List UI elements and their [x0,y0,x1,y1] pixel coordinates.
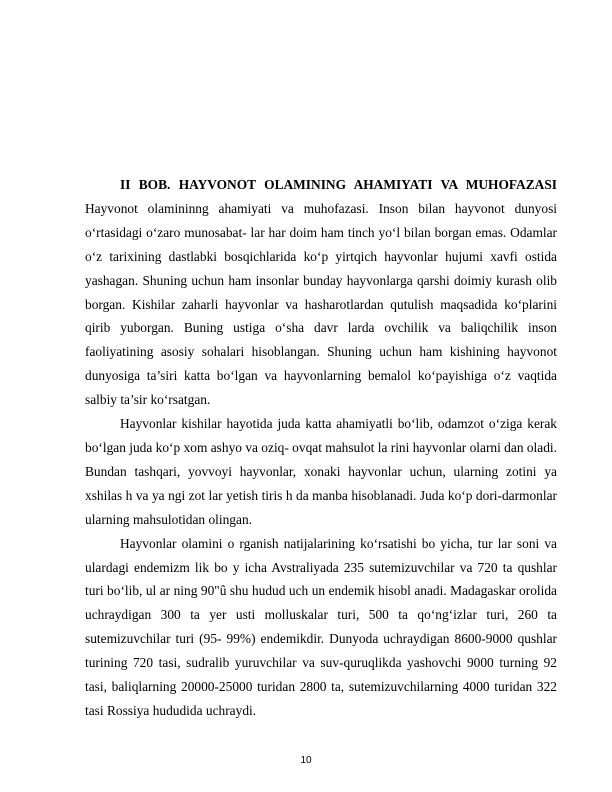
paragraph-endemism-statistics: Hayvonlar olamini o rganish natijalarining ko‘rsatishi bo yicha, tur lar soni va ulardagi endemizm lik bo y icha Avstraliyada 235 sutemizuvchilar va 720 ta qushlar turi bo‘lib, ul ar ning 90"û shu hudud uch un endemik hisobl anadi. Madagaskar orolida uchraydigan 300 ta yer usti molluskalar turi, 500 ta qo‘ng‘izlar turi, 260 ta sutemizuvchilar turi (95- 99%) endemikdir. Dunyoda uchraydigan 8600-9000 qushlar turining 720 tasi, sudralib yuruvchilar va suv-quruqlikda yashovchi 9000 turning 92 tasi, baliqlarning 20000-25000 turidan 2800 ta, sutemizuvchilarning 4000 turidan 322 tasi Rossiya hududida uchraydi. [85,535,557,718]
document-page [85,173,557,723]
section-heading: II BOB. HAYVONOT OLAMINING AHAMIYATI VA MUHOFAZASI [120,177,557,192]
paragraph-section-intro [85,173,557,412]
page-number: 10 [300,755,312,766]
paragraph-animals-importance: Hayvonlar kishilar hayotida juda katta ahamiyatli bo‘lib, odamzot o‘ziga kerak bo‘lgan juda ko‘p xom ashyo va oziq- ovqat mahsulot la rini hayvonlar olarni dan oladi. Bundan tashqari, yovvoyi hayvonlar, xonaki hayvonlar uchun, ularning zotini ya xshilas h va ya ngi zot lar yetish tiris h da manba hisoblanadi. Juda ko‘p dori-darmonlar ularning mahsulotidan olingan. [85,416,557,527]
section-intro-text: Hayvonot olamininng ahamiyati va muhofazasi. Inson bilan hayvonot dunyosi o‘rtasidagi o‘zaro munosabat- lar har doim ham tinch yo‘l bilan borgan emas. Odamlar o‘z tarixining dastlabki bosqichlarida ko‘p yirtqich hayvonlar hujumi xavfi ostida yashagan. Shuning uchun ham insonlar bunday hayvonlarga qarshi doimiy kurash olib borgan. Kishilar zaharli hayvonlar va hasharotlardan qutulish maqsadida ko‘plarini qirib yuborgan. Buning ustiga o‘sha davr larda ovchilik va baliqchilik inson faoliyatining asosiy sohalari hisoblangan. Shuning uchun ham kishining hayvonot dunyosiga ta’siri katta bo‘lgan va hayvonlarning bemalol ko‘payishiga o‘z vaqtida salbiy ta’sir ko‘rsatgan. [85,200,557,408]
